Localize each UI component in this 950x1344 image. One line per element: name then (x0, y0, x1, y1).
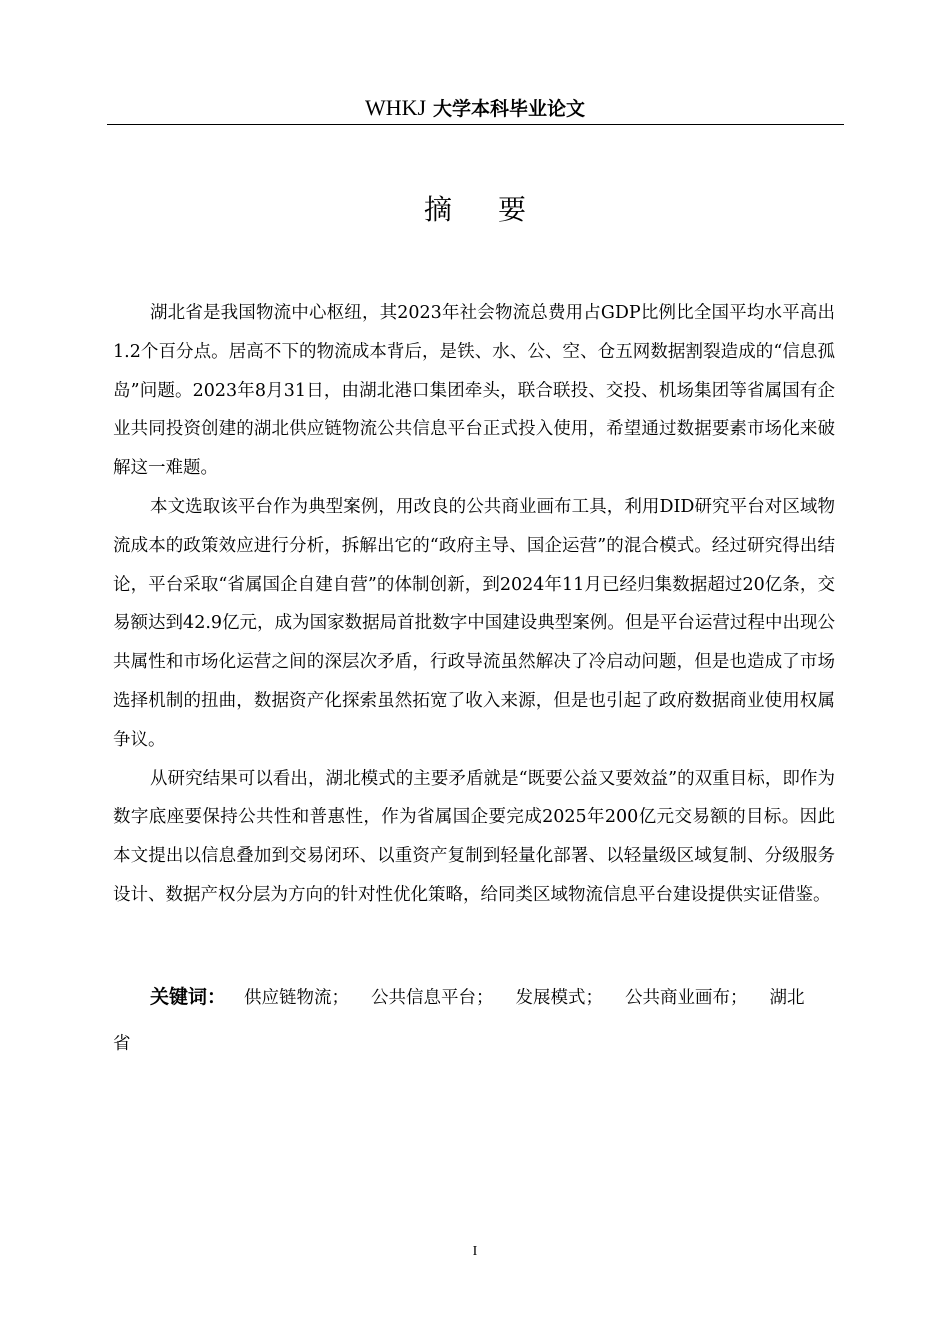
abstract-body (113, 294, 835, 915)
header-cjk: 大学本科毕业论文 (433, 98, 586, 120)
keyword-item: 公共商业画布； (625, 988, 748, 1008)
keywords-label: 关键词： (150, 986, 227, 1008)
abstract-paragraph-1: 湖北省是我国物流中心枢纽，其2023年社会物流总费用占GDP比例比全国平均水平高出1.2个百分点。居高不下的物流成本背后，是铁、水、公、空、仓五网数据割裂造成的“信息孤岛”问题。2023年8月31日，由湖北港口集团牵头，联合联投、交投、机场集团等省属国有企业共同投资创建的湖北供应链物流公共信息平台正式投入使用，希望通过数据要素市场化来破解这一难题。 (113, 303, 835, 479)
running-header (0, 94, 950, 123)
abstract-paragraph-3: 从研究结果可以看出，湖北模式的主要矛盾就是“既要公益又要效益”的双重目标，即作为数字底座要保持公共性和普惠性，作为省属国企要完成2025年200亿元交易额的目标。因此本文提出以信息叠加到交易闭环、以重资产复制到轻量化部署、以轻量级区域复制、分级服务设计、数据产权分层为方向的针对性优化策略，给同类区域物流信息平台建设提供实证借鉴。 (113, 768, 835, 905)
page-number: I (472, 1244, 478, 1259)
keyword-item: 供应链物流； (244, 988, 350, 1008)
keyword-item: 发展模式； (515, 988, 604, 1008)
abstract-paragraph-2: 本文选取该平台作为典型案例，用改良的公共商业画布工具，利用DID研究平台对区域物流成本的政策效应进行分析，拆解出它的“政府主导、国企运营”的混合模式。经过研究得出结论，平台采取“省属国企自建自营”的体制创新，到2024年11月已经归集数据超过20亿条，交易额达到42.9亿元，成为国家数据局首批数字中国建设典型案例。但是平台运营过程中出现公共属性和市场化运营之间的深层次矛盾，行政导流虽然解决了冷启动问题，但是也造成了市场选择机制的扭曲，数据资产化探索虽然拓宽了收入来源，但是也引起了政府数据商业使用权属争议。 (113, 496, 835, 750)
keywords-block (113, 974, 835, 1067)
keyword-item: 湖北省 (113, 988, 805, 1054)
keyword-item: 公共信息平台； (371, 988, 494, 1008)
header-latin: WHKJ (364, 95, 427, 120)
header-rule (107, 124, 844, 125)
page-title: 摘要 (423, 193, 572, 226)
